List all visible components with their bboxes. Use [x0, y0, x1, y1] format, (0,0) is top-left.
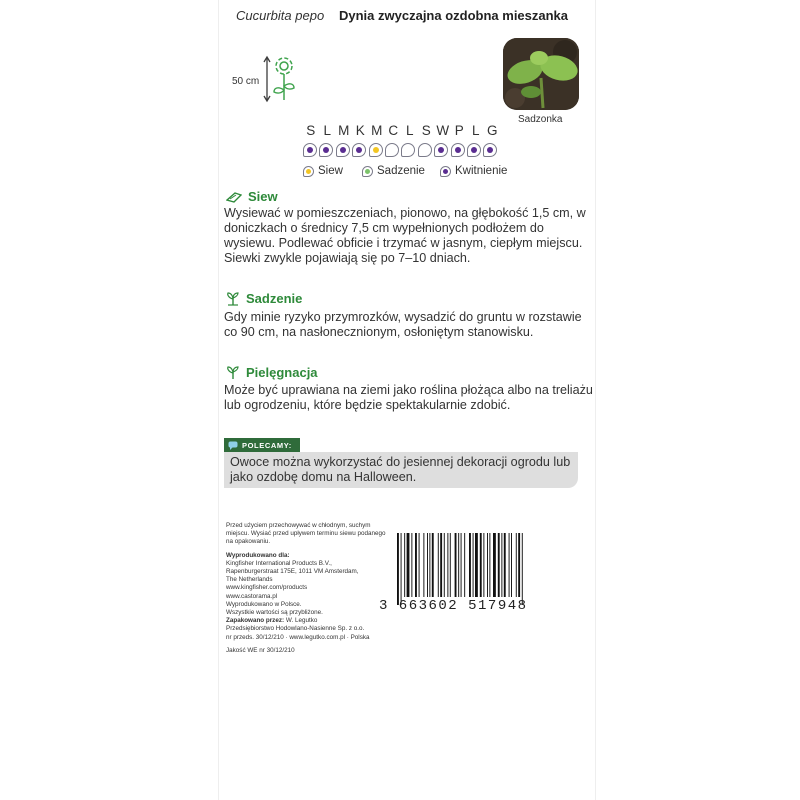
month-letter: L [323, 123, 331, 138]
month-marker-empty [418, 143, 432, 157]
barcode-bar [473, 533, 474, 597]
month-letter: S [421, 123, 431, 138]
barcode-bar [498, 533, 500, 597]
month-marker-empty [385, 143, 399, 157]
barcode-digits: 3 663602 517948 [379, 598, 528, 614]
sowing-heading [226, 189, 278, 204]
packed-by-line: nr przeds. 30/12/210 · www.legutko.com.pl · Polska [226, 633, 370, 641]
month-letter: W [436, 123, 450, 138]
month-marker-flower [467, 143, 481, 157]
recommend-text: Owoce można wykorzystać do jesiennej dekoracji ogrodu lub jako ozdobę domu na Halloween. [224, 452, 578, 488]
month-calendar [303, 143, 497, 157]
month-letter: P [454, 123, 464, 138]
legend-sow [303, 165, 343, 177]
barcode-bar [407, 533, 410, 597]
recommend-tag-label: POLECAMY: [242, 440, 292, 450]
month-marker-flower [434, 143, 448, 157]
month-marker-flower [352, 143, 366, 157]
care-text: Może być uprawiana na ziemi jako roślina płożąca albo na treliażu lub ogrodzeniu, które będzie spektakularnie zdobić. [224, 383, 593, 412]
sowing-text: Wysiewać w pomieszczeniach, pionowo, na głębokość 1,5 cm, w doniczkach o średnicy 7,5 cm wypełnionych podłożem do wysiewu. Podlewać obficie i trzymać w jasnym, ciepłym miejscu. Siewki zwykle pojawiają się po 7–10 dniach. [224, 206, 586, 265]
care-title: Pielęgnacja [246, 365, 318, 380]
month-letter: M [371, 123, 383, 138]
barcode-bar [469, 533, 471, 597]
month-marker-flower [483, 143, 497, 157]
month-letters [304, 123, 499, 138]
care-heading [226, 365, 318, 380]
legend-plant [362, 165, 425, 177]
barcode-bar [464, 533, 465, 597]
barcode-bar [411, 533, 412, 597]
legend-flower [440, 165, 507, 177]
barcode-bar [450, 533, 451, 597]
barcode-bar [432, 533, 434, 597]
storage-note: Przed użyciem przechowywać w chłodnym, suchym miejscu. Wysiać przed upływem terminu siewu podanego na opakowaniu. [226, 522, 386, 546]
barcode-bar [447, 533, 448, 597]
produced-for-line: Wszystkie wartości są przybliżone. [226, 609, 323, 617]
barcode-bar [438, 533, 439, 597]
packed-by-name: W. Legutko [284, 617, 318, 625]
barcode-bar [415, 533, 417, 597]
month-letter: L [405, 123, 414, 138]
barcode-bar [511, 533, 512, 597]
flowering-marker-icon [440, 166, 451, 177]
barcode-bar [427, 533, 428, 597]
barcode-bar [419, 533, 420, 597]
legend-plant-label: Sadzenie [377, 165, 425, 177]
barcode-bar [429, 533, 430, 597]
month-marker-sow [369, 143, 383, 157]
barcode-bar [475, 533, 478, 597]
seedling-caption: Sadzonka [518, 114, 563, 125]
sowing-title: Siew [248, 189, 278, 204]
barcode-bar [458, 533, 459, 597]
barcode-bar [489, 533, 490, 597]
barcode-bar [522, 533, 523, 605]
legend-flower-label: Kwitnienie [455, 165, 508, 177]
plant-height-icon [262, 54, 298, 104]
seed-packet-icon [226, 191, 242, 203]
barcode-bar [487, 533, 488, 597]
barcode-bar [509, 533, 510, 597]
barcode-bar [493, 533, 496, 597]
quality-note: Jakość WE nr 30/12/210 [226, 646, 295, 654]
month-letter: M [338, 123, 350, 138]
planting-heading [226, 291, 302, 306]
month-letter: L [471, 123, 480, 138]
barcode-bar [404, 533, 405, 597]
produced-for-line: www.kingfisher.com/products [226, 584, 308, 592]
month-letter: K [355, 123, 365, 138]
packed-by-line: Przedsiębiorstwo Hodowlano-Nasienne Sp. z o.o. [226, 625, 365, 633]
barcode-bar [501, 533, 502, 597]
sprout-icon [226, 366, 240, 380]
latin-name: Cucurbita pepo [236, 8, 325, 23]
planting-text: Gdy minie ryzyko przymrozków, wysadzić do gruntu w rozstawie co 90 cm, na nasłonecznionym, osłoniętym stanowisku. [224, 310, 582, 339]
barcode-bar [504, 533, 506, 597]
packed-by-label: Zapakowano przez: [226, 617, 285, 625]
month-marker-flower [451, 143, 465, 157]
barcode-bar [461, 533, 462, 597]
produced-for-line: Kingfisher International Products B.V., [226, 559, 332, 567]
seedling-photo [503, 38, 579, 110]
barcode-bar [518, 533, 520, 597]
month-marker-empty [401, 143, 415, 157]
barcode [396, 533, 568, 605]
month-letter: C [388, 123, 399, 138]
month-letter: G [486, 123, 498, 138]
planting-marker-icon [362, 166, 373, 177]
fine-print [226, 522, 386, 655]
barcode-bar [423, 533, 424, 597]
barcode-bar [516, 533, 517, 597]
barcode-bar [483, 533, 484, 597]
produced-for-line: Wyprodukowano w Polsce. [226, 600, 302, 608]
month-marker-flower [303, 143, 317, 157]
month-letter: S [306, 123, 316, 138]
barcode-bar [455, 533, 457, 597]
product-name: Dynia zwyczajna ozdobna mieszanka [339, 8, 569, 23]
produced-for-label: Wyprodukowano dla: [226, 551, 290, 559]
barcode-bar [440, 533, 442, 597]
barcode-bar [397, 533, 399, 605]
month-marker-flower [319, 143, 333, 157]
speech-bubble-icon [228, 441, 238, 450]
produced-for-line: Rapenburgerstraat 175E, 1011 VM Amsterdam, [226, 568, 359, 576]
recommend-tag [224, 438, 300, 452]
produced-for-line: The Netherlands [226, 576, 273, 584]
barcode-bar [401, 533, 402, 605]
barcode-bar [480, 533, 482, 597]
plant-height-label: 50 cm [232, 76, 260, 87]
barcode-bar [444, 533, 445, 597]
legend-sow-label: Siew [318, 165, 343, 177]
month-marker-flower [336, 143, 350, 157]
planting-title: Sadzenie [246, 291, 303, 306]
produced-for-line: www.castorama.pl [226, 592, 278, 600]
sowing-marker-icon [303, 166, 314, 177]
sprout-icon [226, 292, 240, 306]
